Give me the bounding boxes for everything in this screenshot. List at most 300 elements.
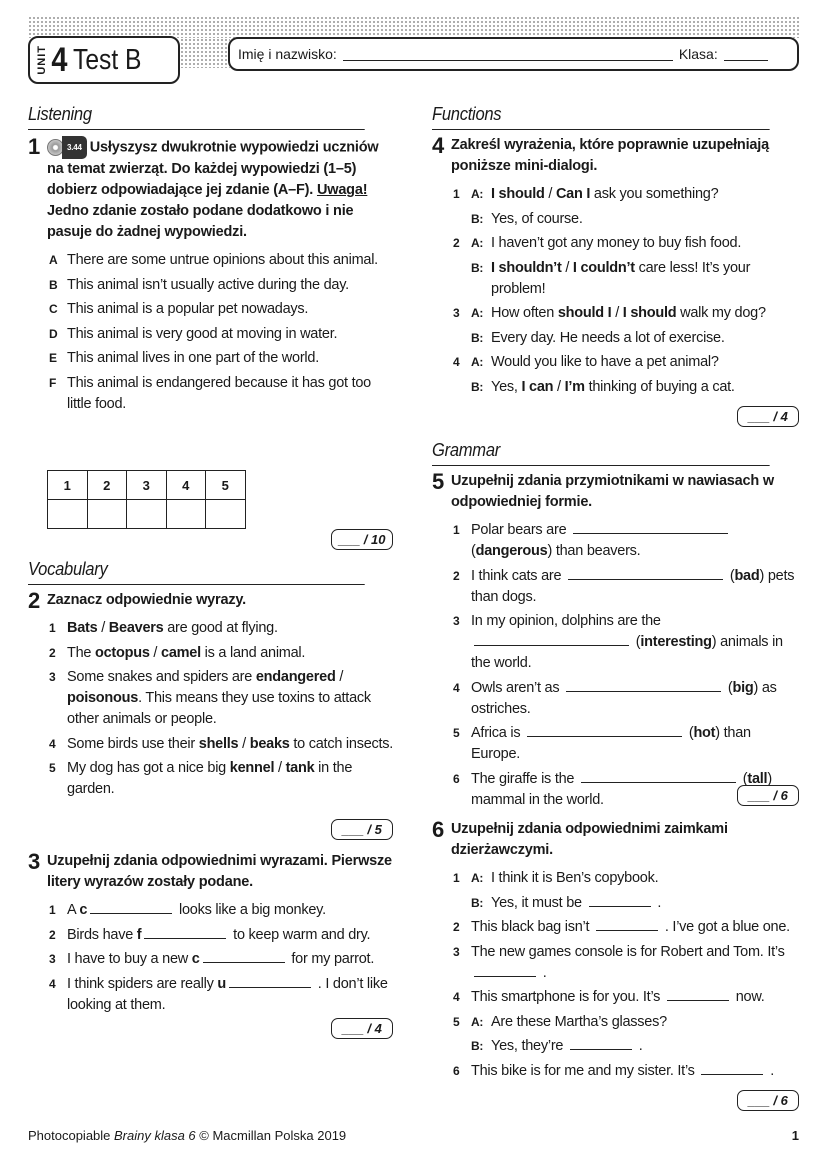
item-label: C bbox=[49, 302, 58, 316]
section-title-text: Listening bbox=[28, 104, 92, 124]
answer-blank[interactable] bbox=[203, 949, 285, 963]
text: This animal is a popular pet nowadays. bbox=[67, 301, 309, 317]
answer-blank[interactable] bbox=[568, 566, 723, 580]
item-text bbox=[471, 520, 799, 562]
exercise-6 bbox=[432, 819, 799, 1085]
exercise-item bbox=[451, 723, 799, 765]
exercise-item bbox=[451, 520, 799, 562]
item-label: 5 bbox=[49, 761, 56, 775]
text: are good at flying. bbox=[163, 620, 278, 636]
option-word[interactable]: big bbox=[732, 679, 754, 696]
exercise-instruction bbox=[432, 471, 799, 513]
item-text bbox=[67, 348, 319, 369]
class-label: Klasa: bbox=[678, 46, 718, 62]
item-text bbox=[471, 942, 799, 984]
score-box[interactable]: ___ / 4 bbox=[331, 1018, 393, 1039]
text: This animal lives in one part of the world. bbox=[67, 350, 319, 366]
text: . bbox=[653, 894, 662, 911]
exercise-items bbox=[432, 520, 799, 811]
table-header-row bbox=[48, 471, 246, 500]
exercise-number: 4 bbox=[432, 133, 445, 158]
option-word[interactable]: tank bbox=[285, 760, 315, 776]
exercise-item bbox=[451, 352, 799, 401]
text: / bbox=[553, 378, 565, 395]
exercise-item bbox=[47, 618, 394, 639]
dialogue-line bbox=[471, 303, 766, 324]
exercise-number: 6 bbox=[432, 817, 445, 842]
speaker-label: A: bbox=[471, 236, 484, 250]
text: Usłyszysz dwukrotnie wypowiedzi uczniów na temat zwierząt. Do każdej wypowiedzi (1–5) dobierz odpowiadające jej zdanie (A–F). bbox=[47, 139, 379, 198]
item-text bbox=[471, 566, 799, 608]
dialogue-text bbox=[491, 209, 583, 230]
item-label: 4 bbox=[49, 976, 56, 991]
exercise-items bbox=[28, 250, 394, 415]
dialogue-line bbox=[471, 1036, 667, 1057]
item-label: 1 bbox=[453, 871, 460, 885]
item-label: 6 bbox=[453, 771, 460, 786]
item-label: E bbox=[49, 351, 57, 365]
text: / bbox=[611, 305, 623, 321]
section-heading-vocabulary bbox=[28, 559, 394, 585]
option-word[interactable]: f bbox=[136, 926, 142, 943]
speaker-label: B: bbox=[471, 379, 484, 394]
footer-book-title: Brainy klasa 6 bbox=[114, 1128, 196, 1143]
text: looks like a big monkey. bbox=[175, 902, 326, 918]
option-word[interactable]: c bbox=[79, 902, 88, 918]
exercise-instruction bbox=[432, 819, 799, 861]
option-word[interactable]: I’m bbox=[564, 378, 585, 395]
item-text bbox=[471, 352, 735, 401]
text: ( bbox=[724, 679, 733, 696]
text: / bbox=[335, 669, 344, 685]
option-word[interactable]: Bats bbox=[67, 620, 98, 636]
text: / bbox=[561, 259, 573, 276]
section-title bbox=[432, 440, 770, 466]
answer-blank[interactable] bbox=[229, 974, 311, 988]
dialogue-line bbox=[471, 258, 799, 300]
text: ) mammal in the world. bbox=[471, 770, 772, 808]
answer-blank[interactable] bbox=[90, 900, 172, 914]
item-text bbox=[67, 949, 374, 970]
answer-cell[interactable] bbox=[166, 500, 206, 529]
option-word[interactable]: kennel bbox=[229, 760, 275, 776]
dialogue-line bbox=[471, 184, 718, 205]
exercise-instruction bbox=[28, 590, 394, 611]
speaker-label: B: bbox=[471, 211, 484, 226]
exercise-item bbox=[451, 917, 799, 938]
text: . I don’t like looking at them. bbox=[67, 975, 388, 1013]
exercise-item bbox=[451, 868, 799, 917]
item-text bbox=[67, 618, 278, 639]
item-label: 2 bbox=[453, 236, 460, 250]
exercise-item bbox=[47, 373, 394, 415]
speaker-label: B: bbox=[471, 260, 484, 275]
option-word[interactable]: I shouldn’t bbox=[491, 259, 562, 276]
footer-copyright: © Macmillan Polska 2019 bbox=[195, 1128, 347, 1143]
text: The bbox=[67, 644, 96, 661]
option-word[interactable]: hot bbox=[693, 725, 716, 741]
text: thinking of buying a cat. bbox=[584, 378, 735, 395]
item-text bbox=[471, 1012, 667, 1061]
exercise-item bbox=[451, 233, 799, 303]
exercise-3 bbox=[28, 851, 394, 1019]
instruction-text bbox=[451, 819, 799, 861]
text: Yes, they’re bbox=[491, 1038, 568, 1054]
exercise-item bbox=[47, 299, 394, 320]
item-label: 2 bbox=[453, 568, 460, 583]
decorative-dots bbox=[180, 38, 230, 68]
item-text bbox=[67, 299, 308, 320]
text: Uzupełnij zdania przymiotnikami w nawiasach w odpowiedniej formie. bbox=[451, 473, 774, 510]
text: Are these Martha’s glasses? bbox=[491, 1013, 667, 1030]
exercise-item bbox=[47, 667, 394, 730]
exercise-item bbox=[47, 250, 394, 271]
dialogue-text bbox=[491, 303, 766, 324]
answer-blank[interactable] bbox=[474, 632, 629, 646]
instruction-text bbox=[47, 851, 394, 893]
item-text bbox=[67, 250, 378, 271]
item-text bbox=[67, 758, 394, 800]
dialogue-text bbox=[491, 258, 799, 300]
text: Uzupełnij zdania odpowiednimi zaimkami dzierżawczymi. bbox=[451, 821, 728, 858]
score-box[interactable]: ___ / 6 bbox=[737, 1090, 799, 1111]
answer-cell[interactable] bbox=[87, 500, 127, 529]
instruction-text bbox=[451, 471, 799, 513]
text: ( bbox=[632, 634, 641, 650]
option-word[interactable]: interesting bbox=[640, 634, 712, 650]
item-label: 5 bbox=[453, 726, 460, 740]
exercise-item bbox=[451, 1061, 799, 1082]
text: walk my dog? bbox=[676, 305, 766, 321]
text: I think it is Ben’s copybook. bbox=[491, 870, 659, 886]
option-word[interactable]: shells bbox=[198, 735, 239, 752]
section-title-text: Vocabulary bbox=[28, 559, 108, 579]
option-word[interactable]: beaks bbox=[249, 735, 290, 752]
footer bbox=[28, 1128, 346, 1143]
item-label: 4 bbox=[453, 990, 460, 1004]
item-text bbox=[67, 925, 370, 946]
text: Yes, bbox=[491, 378, 522, 395]
dialogue-text bbox=[491, 352, 719, 373]
exercise-number: 5 bbox=[432, 469, 445, 494]
text: Africa is bbox=[471, 725, 525, 741]
section-heading-functions bbox=[432, 104, 799, 130]
text: I have to buy a new bbox=[67, 951, 192, 967]
speaker-label: A: bbox=[471, 187, 484, 201]
item-label: B bbox=[49, 277, 58, 292]
unit-number: 4 bbox=[51, 40, 68, 79]
text: Birds have bbox=[67, 926, 137, 943]
exercise-item bbox=[47, 900, 394, 921]
answer-cell[interactable] bbox=[127, 500, 167, 529]
text: . I’ve got a blue one. bbox=[661, 919, 790, 935]
answer-blank[interactable] bbox=[701, 1061, 763, 1075]
section-title bbox=[432, 104, 770, 130]
exercise-item bbox=[47, 348, 394, 369]
text: care less! It’s your problem! bbox=[491, 259, 751, 297]
text: Yes, of course. bbox=[491, 210, 583, 227]
answer-blank[interactable] bbox=[527, 723, 682, 737]
answer-table bbox=[47, 470, 246, 529]
option-word[interactable]: dangerous bbox=[475, 543, 548, 559]
answer-blank[interactable] bbox=[589, 893, 651, 907]
option-word[interactable]: bad bbox=[734, 567, 760, 584]
exercise-instruction bbox=[432, 135, 799, 177]
emphasis-note: Uwaga! bbox=[316, 182, 368, 198]
item-label: F bbox=[49, 375, 57, 390]
test-title: Test B bbox=[72, 43, 142, 76]
option-word[interactable]: tall bbox=[747, 770, 768, 787]
speaker-label: A: bbox=[471, 306, 484, 320]
text: . bbox=[539, 964, 547, 981]
text: Zakreśl wyrażenia, które poprawnie uzupełniają poniższe mini-dialogi. bbox=[451, 137, 769, 174]
answer-blank[interactable] bbox=[144, 925, 226, 939]
exercise-number: 1 bbox=[28, 134, 41, 159]
exercise-item bbox=[47, 974, 394, 1016]
exercise-item bbox=[451, 942, 799, 984]
text: A bbox=[67, 902, 80, 918]
instruction-text bbox=[47, 590, 246, 611]
dialogue-line bbox=[471, 893, 661, 914]
exercise-item bbox=[47, 949, 394, 970]
text: Every day. He needs a lot of exercise. bbox=[491, 329, 725, 346]
dialogue-line bbox=[471, 377, 735, 398]
text: Uzupełnij zdania odpowiednimi wyrazami. Pierwsze litery wyrazów zostały podane. bbox=[47, 853, 392, 890]
option-word[interactable]: u bbox=[217, 975, 227, 992]
text: This black bag isn’t bbox=[471, 919, 594, 935]
text: ( bbox=[726, 567, 735, 584]
exercise-item bbox=[451, 184, 799, 233]
speaker-label: B: bbox=[471, 1039, 484, 1053]
text: ( bbox=[739, 770, 748, 787]
item-label: 3 bbox=[49, 952, 56, 966]
score-box[interactable]: ___ / 6 bbox=[737, 785, 799, 806]
answer-blank[interactable] bbox=[573, 520, 728, 534]
dialogue-text bbox=[491, 233, 741, 254]
option-word[interactable]: poisonous bbox=[67, 690, 139, 706]
dialogue-line bbox=[471, 1012, 667, 1033]
text: ( bbox=[685, 725, 694, 741]
answer-blank[interactable] bbox=[581, 769, 736, 783]
student-info-box bbox=[228, 37, 799, 71]
text: This animal isn’t usually active during the day. bbox=[67, 276, 349, 293]
name-label: Imię i nazwisko: bbox=[238, 46, 337, 62]
speaker-label: A: bbox=[471, 1014, 484, 1029]
answer-blank[interactable] bbox=[566, 678, 721, 692]
text: / bbox=[149, 644, 161, 661]
item-text bbox=[471, 868, 661, 917]
answer-blank[interactable] bbox=[596, 917, 658, 931]
table-answer-row bbox=[48, 500, 246, 529]
exercise-1 bbox=[28, 136, 394, 418]
decorative-dots bbox=[28, 16, 800, 38]
option-word[interactable]: I should bbox=[622, 305, 677, 321]
text: Jedno zdanie zostało podane dodatkowo i nie pasuje do żadnej wypowiedzi. bbox=[47, 203, 354, 240]
item-text bbox=[471, 303, 766, 352]
text: The giraffe is the bbox=[471, 770, 579, 787]
speaker-label: B: bbox=[471, 330, 484, 345]
score-box[interactable]: ___ / 10 bbox=[331, 529, 393, 550]
exercise-instruction bbox=[28, 136, 394, 243]
answer-blank[interactable] bbox=[474, 963, 536, 977]
text: This animal is very good at moving in water. bbox=[67, 325, 338, 342]
text: ) pets than dogs. bbox=[471, 567, 795, 605]
option-word[interactable]: octopus bbox=[95, 644, 150, 661]
table-header-cell: 3 bbox=[127, 471, 167, 500]
text: This smartphone is for you. It’s bbox=[471, 989, 664, 1005]
instruction-text bbox=[47, 136, 394, 243]
item-text bbox=[471, 1061, 774, 1082]
text: to keep warm and dry. bbox=[229, 926, 371, 943]
answer-blank[interactable] bbox=[667, 987, 729, 1001]
item-label: 4 bbox=[453, 680, 460, 695]
item-text bbox=[67, 734, 393, 755]
option-word[interactable]: I can bbox=[521, 378, 554, 395]
item-text bbox=[67, 667, 394, 730]
exercise-item bbox=[47, 734, 394, 755]
item-label: D bbox=[49, 326, 58, 341]
text: Zaznacz odpowiednie wyrazy. bbox=[47, 592, 246, 608]
exercise-5 bbox=[432, 471, 799, 814]
unit-badge bbox=[28, 36, 180, 84]
answer-blank[interactable] bbox=[570, 1036, 632, 1050]
text: ) as ostriches. bbox=[471, 679, 777, 717]
item-text bbox=[67, 900, 326, 921]
exercise-item bbox=[451, 1012, 799, 1061]
exercise-item bbox=[47, 758, 394, 800]
text: in the garden. bbox=[67, 760, 353, 797]
item-text bbox=[67, 373, 394, 415]
text: . bbox=[766, 1062, 775, 1079]
exercise-item bbox=[47, 324, 394, 345]
text: In my opinion, dolphins are the bbox=[471, 613, 661, 629]
section-heading-listening bbox=[28, 104, 394, 130]
option-word[interactable]: I couldn’t bbox=[572, 259, 635, 276]
exercise-instruction bbox=[28, 851, 394, 893]
table-header-cell: 1 bbox=[48, 471, 88, 500]
option-word[interactable]: c bbox=[191, 951, 200, 967]
item-label: 3 bbox=[49, 670, 56, 684]
item-label: 1 bbox=[453, 523, 460, 537]
class-field[interactable] bbox=[724, 47, 768, 61]
item-text bbox=[67, 324, 337, 345]
unit-label: UNIT bbox=[36, 45, 48, 75]
option-word[interactable]: endangered bbox=[255, 669, 336, 685]
exercise-item bbox=[451, 566, 799, 608]
text: to catch insects. bbox=[289, 735, 394, 752]
item-label: 3 bbox=[453, 614, 460, 628]
item-label: 2 bbox=[49, 645, 56, 660]
exercise-item bbox=[451, 678, 799, 720]
text: / bbox=[274, 760, 286, 776]
track-number: 3.44 bbox=[62, 136, 87, 159]
item-label: 3 bbox=[453, 306, 460, 320]
speaker-label: A: bbox=[471, 871, 484, 885]
text: The new games console is for Robert and Tom. It’s bbox=[471, 943, 785, 960]
dialogue-line bbox=[471, 868, 661, 889]
dialogue-text bbox=[491, 868, 658, 889]
dialogue-line bbox=[471, 233, 799, 254]
text: Would you like to have a pet animal? bbox=[491, 354, 719, 370]
item-text bbox=[471, 611, 799, 674]
item-label: 3 bbox=[453, 944, 460, 959]
item-label: 2 bbox=[453, 920, 460, 934]
text: . bbox=[635, 1038, 643, 1054]
section-title-text: Grammar bbox=[432, 440, 500, 460]
table-header-cell: 5 bbox=[206, 471, 246, 500]
text: / bbox=[544, 186, 556, 202]
text: / bbox=[238, 735, 250, 752]
item-label: 1 bbox=[453, 187, 460, 201]
dialogue-line bbox=[471, 328, 766, 349]
score-box[interactable]: ___ / 4 bbox=[737, 406, 799, 427]
dialogue-text bbox=[491, 1012, 667, 1033]
footer-text: Photocopiable bbox=[28, 1128, 115, 1143]
instruction-text bbox=[451, 135, 799, 177]
dialogue-text bbox=[491, 893, 661, 914]
audio-track-button[interactable] bbox=[47, 136, 87, 159]
text: I haven’t got any money to buy fish food. bbox=[491, 235, 742, 251]
exercise-item bbox=[47, 925, 394, 946]
speaker-label: A: bbox=[471, 355, 484, 369]
section-title-text: Functions bbox=[432, 104, 502, 124]
exercise-items bbox=[432, 184, 799, 401]
option-word[interactable]: I should bbox=[491, 186, 545, 202]
item-label: 1 bbox=[49, 903, 56, 917]
section-heading-grammar bbox=[432, 440, 799, 466]
option-word[interactable]: Beavers bbox=[108, 620, 164, 636]
dialogue-line bbox=[471, 352, 735, 373]
exercise-2 bbox=[28, 590, 394, 804]
exercise-item bbox=[47, 275, 394, 296]
item-text bbox=[471, 184, 718, 233]
text: How often bbox=[491, 305, 558, 321]
option-word[interactable]: should I bbox=[557, 305, 612, 321]
text: ask you something? bbox=[590, 186, 719, 202]
item-text bbox=[471, 678, 799, 720]
text: ) than Europe. bbox=[471, 725, 751, 762]
answer-cell[interactable] bbox=[206, 500, 246, 529]
item-label: 2 bbox=[49, 927, 56, 942]
item-text bbox=[67, 275, 349, 296]
item-label: 1 bbox=[49, 621, 56, 635]
item-label: 5 bbox=[453, 1014, 460, 1029]
text: for my parrot. bbox=[287, 951, 375, 967]
text: . This means they use toxins to attack other animals or people. bbox=[67, 690, 371, 727]
exercise-number: 2 bbox=[28, 588, 41, 613]
text: My dog has got a nice big bbox=[67, 760, 230, 776]
exercise-items bbox=[28, 900, 394, 1016]
item-text bbox=[471, 987, 765, 1008]
text: There are some untrue opinions about this animal. bbox=[67, 252, 378, 268]
answer-cell[interactable] bbox=[48, 500, 88, 529]
exercise-items bbox=[432, 868, 799, 1082]
text: Polar bears are bbox=[471, 522, 571, 538]
option-word[interactable]: Can I bbox=[555, 186, 591, 202]
name-field[interactable] bbox=[343, 47, 673, 61]
option-word[interactable]: camel bbox=[161, 644, 201, 661]
text: now. bbox=[731, 989, 765, 1005]
item-text bbox=[67, 643, 305, 664]
exercise-item bbox=[451, 987, 799, 1008]
dialogue-line bbox=[471, 209, 718, 230]
dialogue-text bbox=[491, 377, 735, 398]
exercise-item bbox=[47, 643, 394, 664]
text: / bbox=[97, 620, 109, 636]
score-box[interactable]: ___ / 5 bbox=[331, 819, 393, 840]
exercise-item bbox=[451, 611, 799, 674]
item-label: A bbox=[49, 253, 58, 267]
